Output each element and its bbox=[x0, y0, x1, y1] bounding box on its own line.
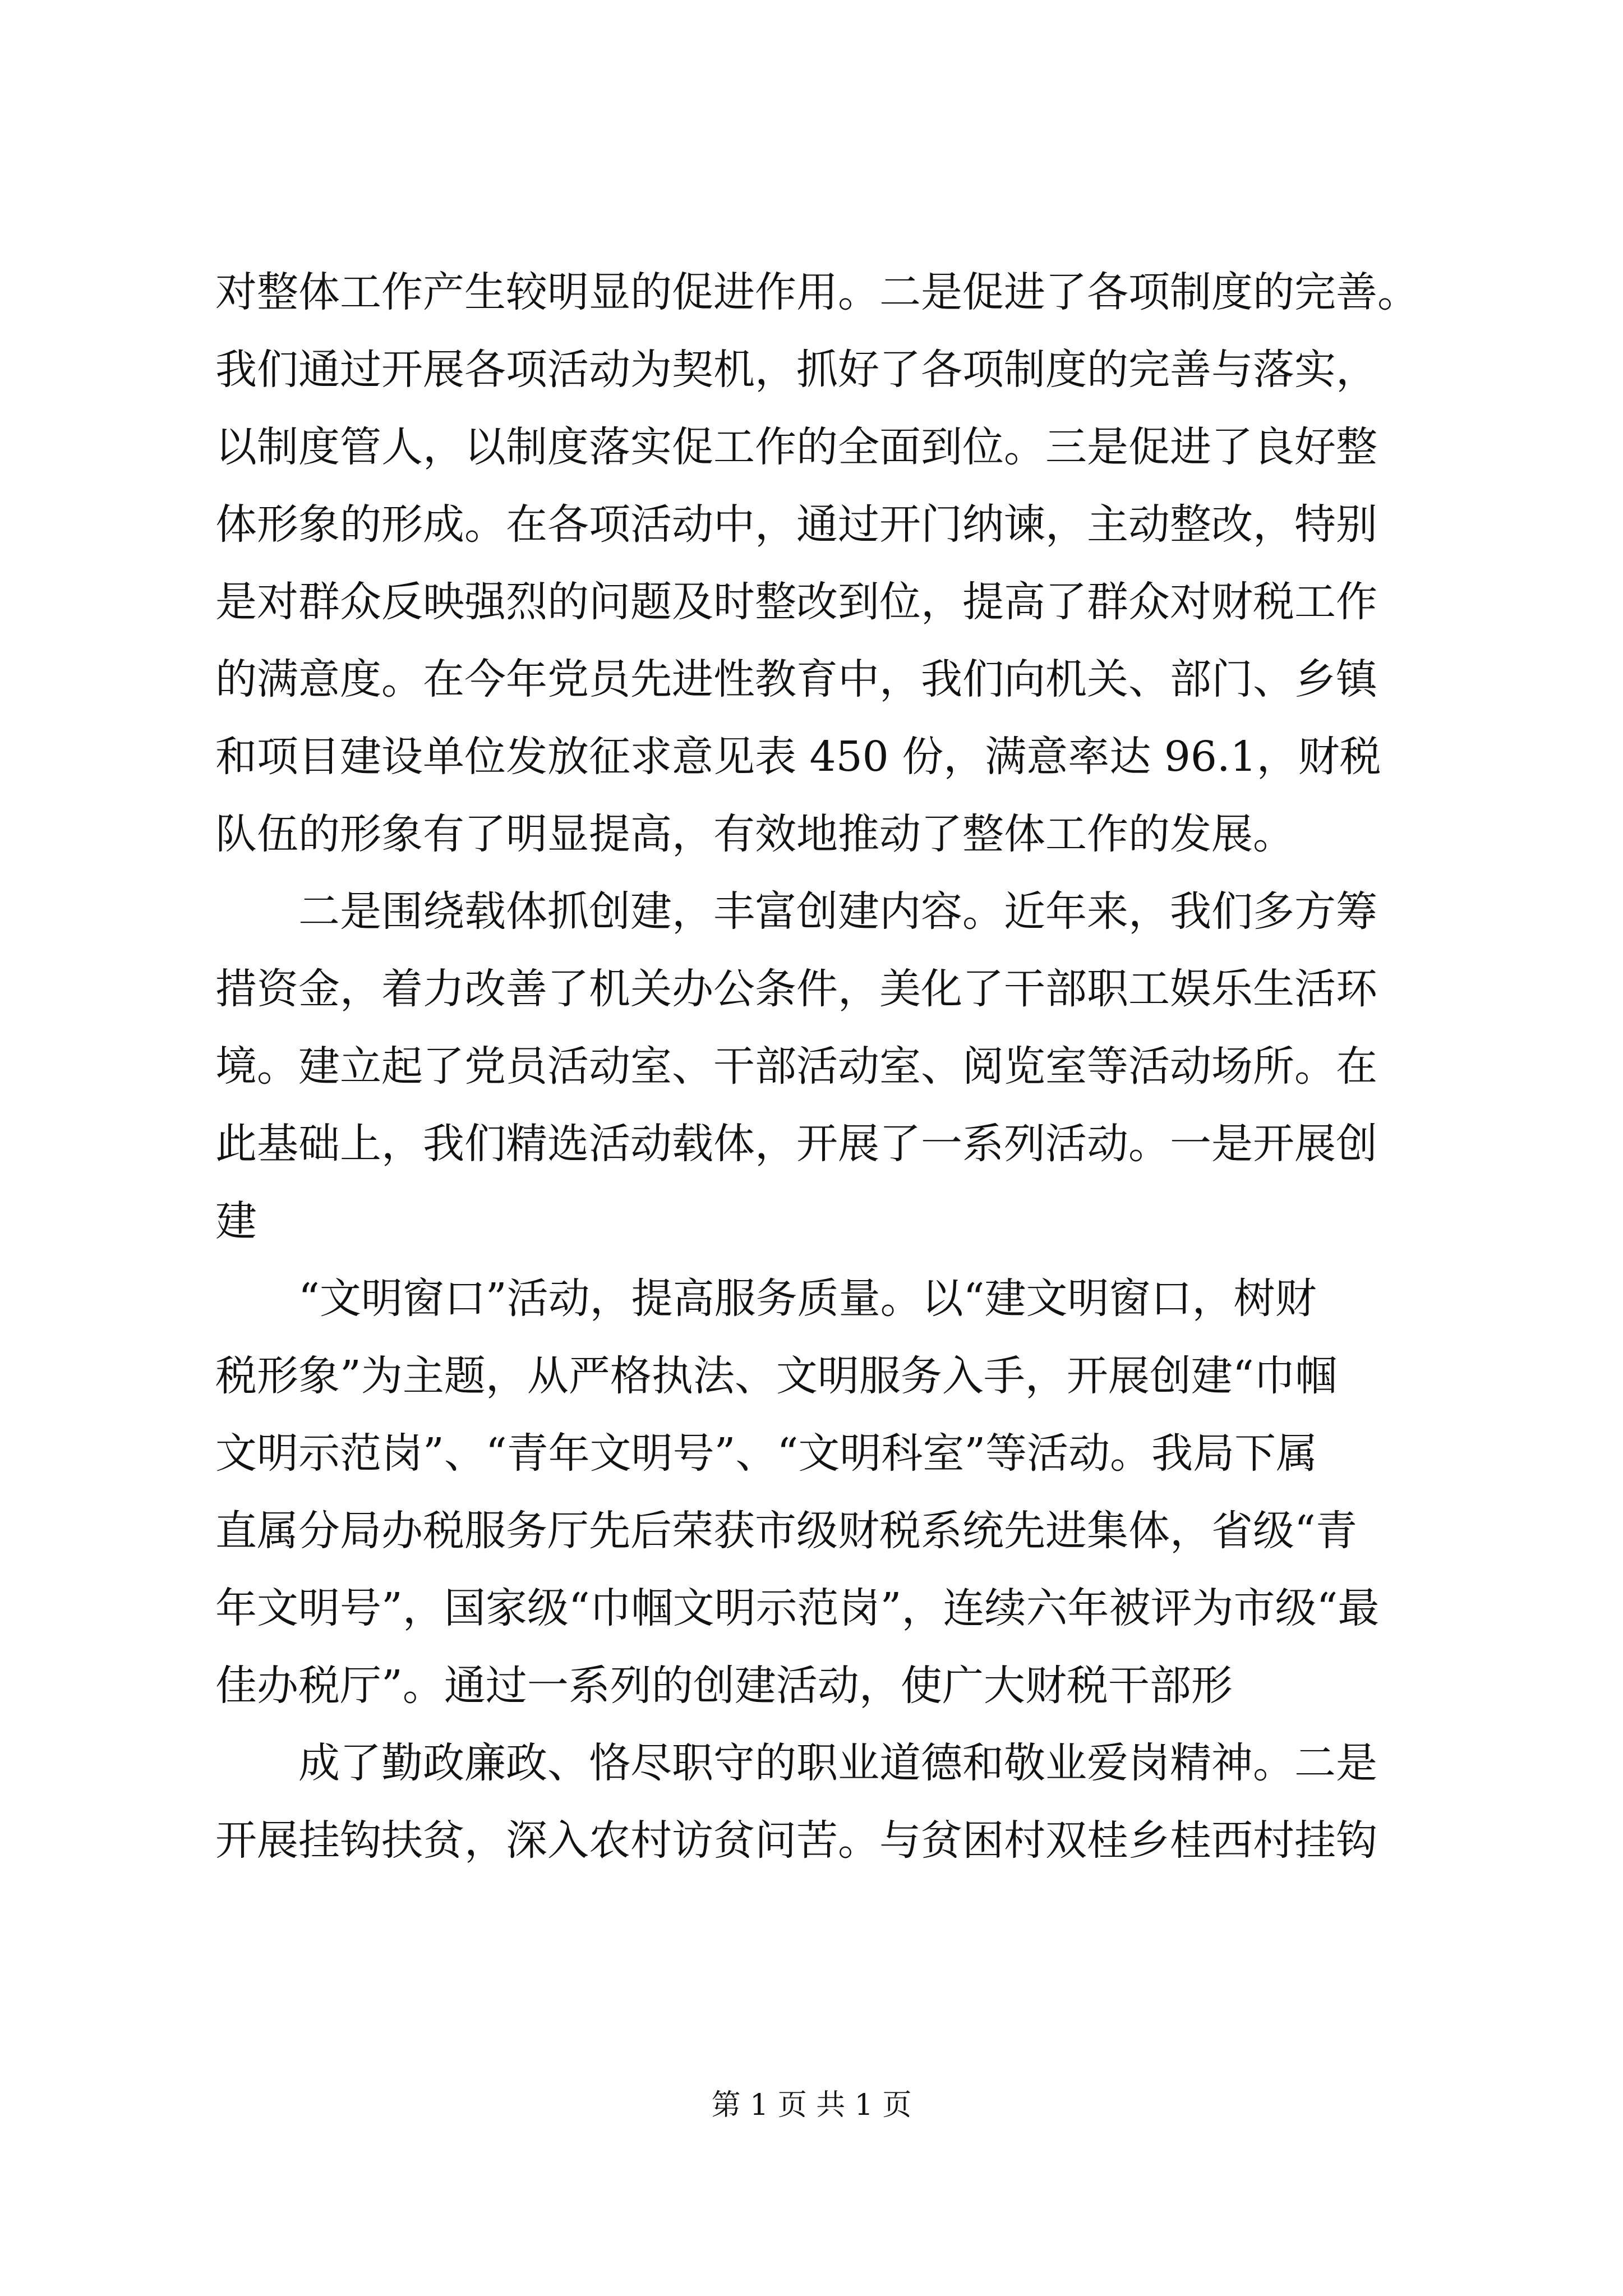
text-line bbox=[0, 798, 1623, 871]
text-line bbox=[0, 1649, 1623, 1722]
text-line bbox=[0, 1340, 1623, 1412]
text-line-content: 是对群众反映强烈的问题及时整改到位，提高了群众对财税工作 bbox=[215, 578, 1377, 626]
text-line bbox=[0, 411, 1623, 484]
text-line bbox=[0, 1804, 1623, 1877]
text-line-content: 开展挂钩扶贫，深入农村访贫问苦。与贫困村双桂乡桂西村挂钩 bbox=[215, 1816, 1377, 1865]
text-line-content: 税形象”为主题，从严格执法、文明服务入手，开展创建“巾帼 bbox=[215, 1352, 1337, 1400]
text-line-content: 建 bbox=[215, 1197, 257, 1245]
text-line bbox=[0, 1185, 1623, 1258]
text-line bbox=[0, 488, 1623, 561]
text-line-content: 对整体工作产生较明显的促进作用。二是促进了各项制度的完善。 bbox=[215, 268, 1419, 316]
text-line-content: 我们通过开展各项活动为契机，抓好了各项制度的完善与落实， bbox=[215, 346, 1377, 394]
text-line-content: 佳办税厅”。通过一系列的创建活动，使广大财税干部形 bbox=[215, 1662, 1233, 1710]
text-line-content: 境。建立起了党员活动室、干部活动室、阅览室等活动场所。在 bbox=[215, 1042, 1377, 1091]
text-line bbox=[0, 1572, 1623, 1645]
text-line bbox=[0, 256, 1623, 329]
text-line bbox=[0, 720, 1623, 793]
page-number-footer: 第 1 页 共 1 页 bbox=[711, 2088, 912, 2122]
text-line bbox=[0, 643, 1623, 716]
text-line-content: 队伍的形象有了明显提高，有效地推动了整体工作的发展。 bbox=[215, 810, 1294, 858]
text-line-content: 直属分局办税服务厅先后荣获市级财税系统先进集体，省级“青 bbox=[215, 1507, 1357, 1555]
text-line bbox=[0, 1262, 1623, 1335]
text-line-content: 此基础上，我们精选活动载体，开展了一系列活动。一是开展创 bbox=[215, 1120, 1377, 1168]
text-line-content: 以制度管人，以制度落实促工作的全面到位。三是促进了良好整 bbox=[215, 423, 1377, 471]
text-line bbox=[0, 333, 1623, 406]
text-line bbox=[0, 1030, 1623, 1103]
text-line bbox=[0, 1417, 1623, 1490]
text-line-content: 成了勤政廉政、恪尽职守的职业道德和敬业爱岗精神。二是 bbox=[298, 1739, 1377, 1787]
text-line-content: 的满意度。在今年党员先进性教育中，我们向机关、部门、乡镇 bbox=[215, 655, 1377, 703]
text-line-content: 和项目建设单位发放征求意见表 450 份，满意率达 96.1，财税 bbox=[215, 733, 1381, 781]
text-line-content: 年文明号”，国家级“巾帼文明示范岗”，连续六年被评为市级“最 bbox=[215, 1584, 1380, 1632]
text-line-content: 文明示范岗”、“青年文明号”、“文明科室”等活动。我局下属 bbox=[215, 1429, 1318, 1478]
text-line bbox=[0, 1727, 1623, 1800]
text-line-content: 措资金，着力改善了机关办公条件，美化了干部职工娱乐生活环 bbox=[215, 965, 1377, 1013]
text-line bbox=[0, 1494, 1623, 1567]
text-line bbox=[0, 953, 1623, 1025]
text-line-content: “文明窗口”活动，提高服务质量。以“建文明窗口，树财 bbox=[298, 1274, 1317, 1323]
text-line-content: 二是围绕载体抓创建，丰富创建内容。近年来，我们多方筹 bbox=[298, 887, 1377, 936]
text-line-content: 体形象的形成。在各项活动中，通过开门纳谏，主动整改，特别 bbox=[215, 500, 1377, 549]
text-line bbox=[0, 565, 1623, 638]
text-line bbox=[0, 875, 1623, 948]
text-line bbox=[0, 1107, 1623, 1180]
